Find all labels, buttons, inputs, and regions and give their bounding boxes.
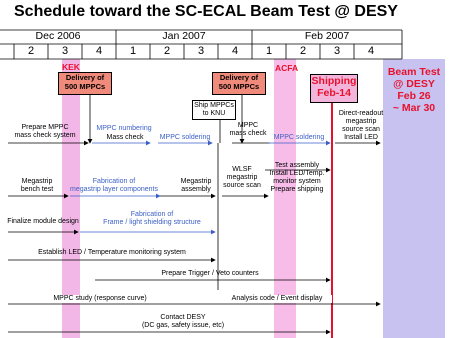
beamtest-line: @ DESY bbox=[393, 78, 435, 90]
label-line: megastrip layer components bbox=[70, 186, 158, 193]
week-label: 2 bbox=[163, 45, 171, 57]
prepare-trigger-label: Prepare Trigger / Veto counters bbox=[161, 270, 259, 277]
fabrication-frame-label bbox=[92, 211, 212, 227]
label-line: megastrip bbox=[226, 174, 258, 181]
month-jan-2007: Jan 2007 bbox=[162, 30, 206, 42]
week-label: 2 bbox=[299, 45, 307, 57]
delivery-line: 500 MPPCs bbox=[218, 82, 260, 91]
label-line: mass check bbox=[229, 130, 267, 137]
label-line: Direct-readout bbox=[338, 110, 384, 117]
week-label: 4 bbox=[95, 45, 103, 57]
label-line: Test assembly bbox=[274, 162, 320, 169]
week-label: 3 bbox=[333, 45, 341, 57]
label-line: Prepare MPPC bbox=[21, 124, 69, 131]
establish-led-label: Establish LED / Temperature monitoring system bbox=[38, 249, 186, 256]
beamtest-line: ~ Mar 30 bbox=[392, 102, 436, 114]
month-feb-2007: Feb 2007 bbox=[304, 30, 350, 42]
label-line: MPPC bbox=[237, 122, 259, 129]
label-line: Install LED bbox=[344, 134, 378, 141]
week-label: 3 bbox=[61, 45, 69, 57]
label-line: Fabrication of bbox=[130, 211, 174, 218]
delivery-box-1 bbox=[58, 72, 112, 95]
label-line: Fabrication of bbox=[92, 178, 136, 185]
label-line: monitor system bbox=[273, 178, 321, 185]
prepare-mppc-label bbox=[10, 124, 80, 140]
wlsf-label bbox=[220, 166, 264, 190]
shipping-box bbox=[310, 74, 358, 103]
week-label: 4 bbox=[367, 45, 375, 57]
label-line: (DC gas, safety issue, etc) bbox=[141, 322, 225, 329]
label-line: assembly bbox=[181, 186, 211, 193]
beamtest-line: Beam Test bbox=[387, 66, 441, 78]
mppc-mass-check-label bbox=[228, 122, 268, 138]
ship-mppcs-line: Ship MPPCs bbox=[194, 102, 234, 109]
analysis-code-label: Analysis code / Event display bbox=[222, 295, 332, 303]
week-label: 2 bbox=[27, 45, 35, 57]
mppc-soldering-label-1: MPPC soldering bbox=[159, 134, 211, 141]
direct-readout-label bbox=[336, 110, 386, 142]
delivery-box-2 bbox=[212, 72, 266, 95]
beamtest-label bbox=[383, 66, 445, 114]
page-title: Schedule toward the SC-ECAL Beam Test @ DESY bbox=[14, 3, 398, 20]
megastrip-assembly-label bbox=[174, 178, 218, 194]
megastrip-bench-label bbox=[14, 178, 60, 194]
delivery-line: Delivery of bbox=[65, 73, 105, 82]
label-line: Frame / light shielding structure bbox=[103, 219, 201, 226]
week-label: 1 bbox=[129, 45, 137, 57]
delivery-line: 500 MPPCs bbox=[64, 82, 106, 91]
week-label: 4 bbox=[231, 45, 239, 57]
week-label: 1 bbox=[265, 45, 273, 57]
shipping-date: Feb-14 bbox=[317, 87, 351, 99]
mppc-numbering-label: MPPC numbering bbox=[96, 125, 152, 132]
contact-desy-label bbox=[128, 314, 238, 330]
mass-check-label: Mass check bbox=[106, 134, 144, 141]
label-line: Megastrip bbox=[180, 178, 212, 185]
finalize-module-label: Finalize module design bbox=[7, 218, 79, 225]
label-line: source scan bbox=[342, 126, 380, 133]
label-line: mass check system bbox=[14, 132, 76, 139]
ship-mppcs-box bbox=[192, 100, 236, 120]
label-line: Megastrip bbox=[21, 178, 53, 185]
fabrication-megastrip-label bbox=[66, 178, 162, 194]
label-line: Contact DESY bbox=[160, 314, 206, 321]
mppc-study-label: MPPC study (response curve) bbox=[40, 295, 160, 303]
delivery-line: Delivery of bbox=[219, 73, 259, 82]
label-line: source scan bbox=[223, 182, 261, 189]
label-line: bench test bbox=[20, 186, 54, 193]
month-dec-2006: Dec 2006 bbox=[35, 30, 81, 42]
label-line: Install LED/Temp. bbox=[269, 170, 325, 177]
acfa-marker: ACFA bbox=[275, 63, 299, 73]
label-line: WLSF bbox=[232, 166, 252, 173]
mppc-soldering-label-2: MPPC soldering bbox=[273, 134, 325, 141]
label-line: megastrip bbox=[345, 118, 377, 125]
kek-marker: KEK bbox=[62, 62, 80, 72]
ship-mppcs-line: to KNU bbox=[202, 110, 226, 117]
week-label: 3 bbox=[197, 45, 205, 57]
test-assembly-label bbox=[266, 162, 328, 194]
beamtest-line: Feb 26 bbox=[397, 90, 431, 102]
shipping-label: Shipping bbox=[311, 75, 357, 87]
label-line: Prepare shipping bbox=[270, 186, 324, 193]
